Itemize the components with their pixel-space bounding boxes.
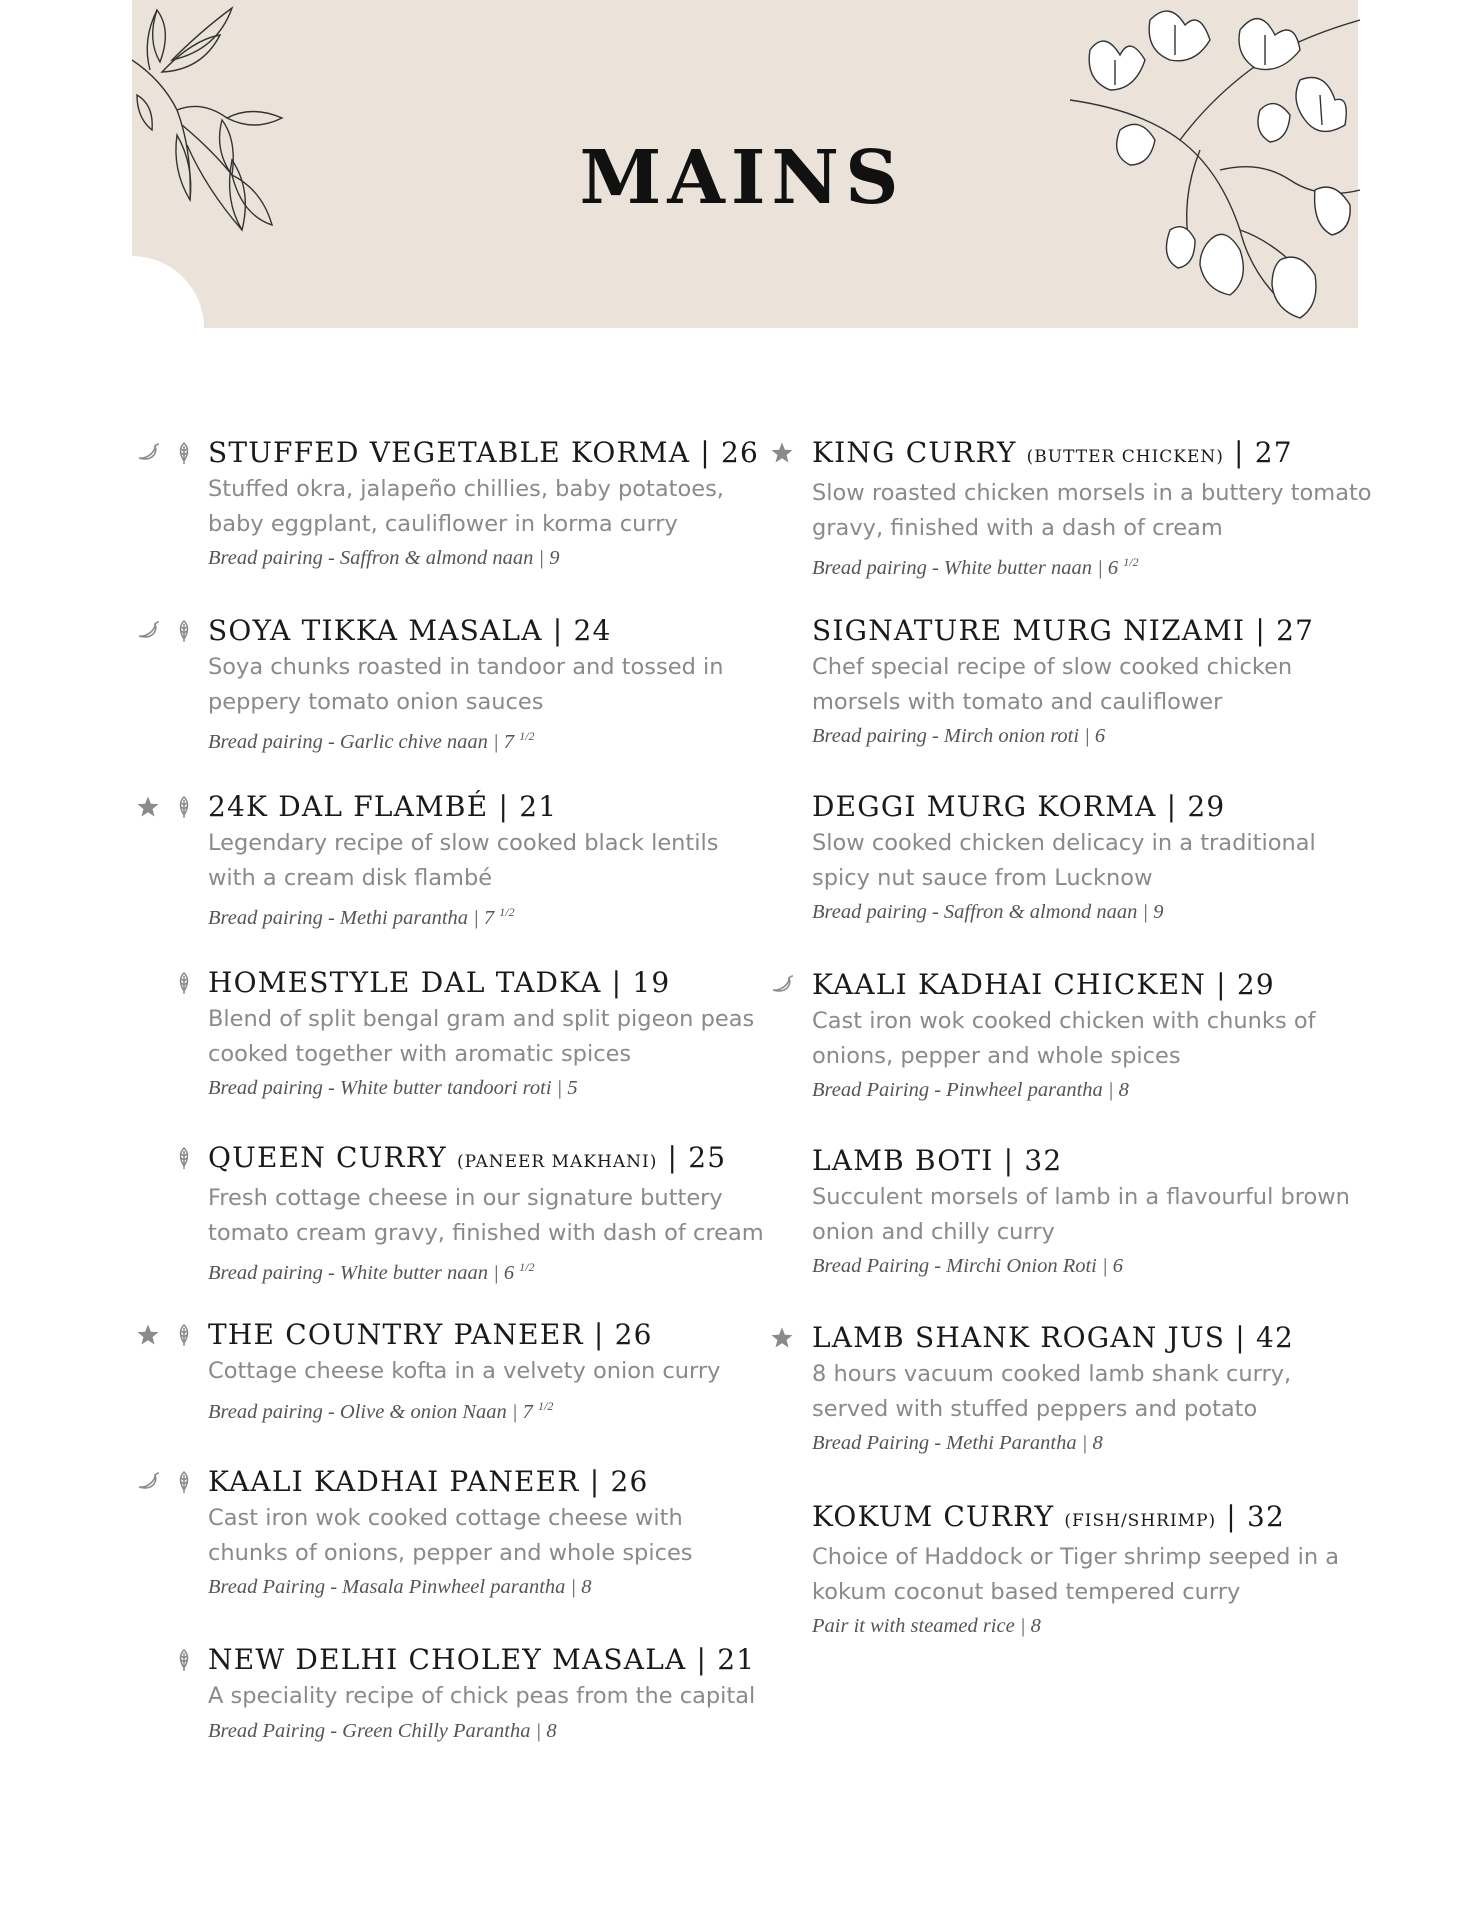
dish-price: 25	[688, 1141, 727, 1174]
dish-price: 19	[632, 966, 671, 999]
dish-title: 24K DAL FLAMBÉ | 21	[208, 790, 558, 823]
bread-pairing	[812, 1428, 1372, 1458]
chilli-icon	[136, 441, 160, 465]
dish-description: 8 hours vacuum cooked lamb shank curry, served with stuffed peppers and potato	[812, 1361, 1292, 1422]
bread-pairing	[812, 1611, 1372, 1641]
bread-pairing	[208, 543, 768, 573]
dish-description: Succulent morsels of lamb in a flavourful brown onion and chilly curry	[812, 1184, 1350, 1245]
menu-item	[208, 436, 768, 573]
dish-title: HOMESTYLE DAL TADKA | 19	[208, 966, 671, 999]
bread-pairing	[812, 547, 1372, 583]
dish-description: Blend of split bengal gram and split pigeon peas cooked together with aromatic spices	[208, 1006, 755, 1067]
dish-price: 21	[519, 790, 558, 823]
dish-description: Legendary recipe of slow cooked black lentils with a cream disk flambé	[208, 830, 719, 891]
bread-pairing	[812, 721, 1372, 751]
dish-price: 26	[720, 436, 760, 469]
dish-name: KAALI KADHAI PANEER	[208, 1465, 580, 1498]
bread-pairing	[812, 897, 1372, 927]
dish-name: NEW DELHI CHOLEY MASALA	[208, 1643, 687, 1676]
bread-pairing	[208, 1716, 768, 1746]
bread-pairing-text: Bread Pairing - Masala Pinwheel parantha | 8	[208, 1576, 592, 1598]
bread-pairing-text: Bread Pairing - Methi Parantha | 8	[812, 1432, 1103, 1454]
bread-pairing-text: Bread pairing - Garlic chive naan | 7	[208, 730, 515, 753]
dish-name: THE COUNTRY PANEER	[208, 1318, 584, 1351]
bread-pairing	[208, 1073, 768, 1103]
dish-title: SIGNATURE MURG NIZAMI | 27	[812, 614, 1315, 647]
bread-pairing	[812, 1075, 1372, 1105]
dish-subtitle: (PANEER MAKHANI)	[456, 1152, 658, 1172]
dish-description: Fresh cottage cheese in our signature buttery tomato cream gravy, finished with dash of cream	[208, 1185, 764, 1246]
vegetarian-leaf-icon	[172, 1146, 196, 1170]
dish-title: LAMB SHANK ROGAN JUS | 42	[812, 1321, 1295, 1354]
dish-description: Chef special recipe of slow cooked chicken morsels with tomato and cauliflower	[812, 654, 1293, 715]
menu-item	[208, 966, 768, 1103]
dish-name: SIGNATURE MURG NIZAMI	[812, 614, 1246, 647]
dish-description: Cast iron wok cooked chicken with chunks of onions, pepper and whole spices	[812, 1008, 1316, 1069]
bread-pairing-text: Bread pairing - White butter naan | 6	[208, 1261, 515, 1284]
dish-title: KING CURRY (BUTTER CHICKEN) | 27	[812, 436, 1293, 469]
dish-price: 21	[717, 1643, 756, 1676]
menu-item	[208, 790, 768, 933]
menu-item	[812, 614, 1372, 751]
bread-pairing-text: Bread Pairing - Green Chilly Parantha | 8	[208, 1719, 557, 1742]
star-icon	[136, 1323, 160, 1347]
bread-pairing-text: Pair it with steamed rice | 8	[812, 1615, 1041, 1637]
chilli-icon	[770, 973, 794, 997]
dish-description: Slow roasted chicken morsels in a buttery tomato gravy, finished with a dash of cream	[812, 480, 1372, 541]
bread-pairing-text: Bread pairing - Methi parantha | 7	[208, 906, 495, 929]
dish-description: Cottage cheese kofta in a velvety onion curry	[208, 1358, 721, 1384]
bread-pairing-text: Bread Pairing - Mirchi Onion Roti | 6	[812, 1255, 1124, 1277]
menu-item	[208, 1465, 768, 1602]
dish-title: LAMB BOTI | 32	[812, 1144, 1063, 1177]
bread-pairing-text: Bread Pairing - Pinwheel parantha | 8	[812, 1079, 1129, 1101]
dish-description: Slow cooked chicken delicacy in a traditional spicy nut sauce from Lucknow	[812, 830, 1316, 891]
bread-pairing	[208, 1252, 768, 1288]
dish-price: 32	[1246, 1500, 1286, 1533]
bread-pairing-text: Bread pairing - Saffron & almond naan | 9	[812, 901, 1164, 923]
dish-title: DEGGI MURG KORMA | 29	[812, 790, 1226, 823]
dish-title: KOKUM CURRY (FISH/SHRIMP) | 32	[812, 1500, 1286, 1533]
menu-item	[208, 1318, 768, 1426]
dish-name: KOKUM CURRY	[812, 1500, 1055, 1533]
bread-pairing-fraction: 1/2	[519, 729, 535, 743]
dish-price: 32	[1024, 1144, 1063, 1177]
menu-item	[812, 436, 1372, 583]
dish-subtitle: (FISH/SHRIMP)	[1064, 1511, 1217, 1531]
bread-pairing-fraction: 1/2	[499, 905, 515, 919]
menu-item	[208, 614, 768, 757]
chilli-icon	[136, 1470, 160, 1494]
dish-price: 24	[573, 614, 612, 647]
dish-name: HOMESTYLE DAL TADKA	[208, 966, 602, 999]
dish-description: Stuffed okra, jalapeño chillies, baby potatoes, baby eggplant, cauliflower in korma curry	[208, 476, 724, 537]
dish-description: Soya chunks roasted in tandoor and tossed in peppery tomato onion sauces	[208, 654, 724, 715]
menu-item	[812, 1500, 1372, 1641]
dish-description: Choice of Haddock or Tiger shrimp seeped in a kokum coconut based tempered curry	[812, 1544, 1340, 1605]
dish-price: 26	[614, 1318, 653, 1351]
bread-pairing-text: Bread pairing - Mirch onion roti | 6	[812, 725, 1106, 747]
menu-item	[812, 1321, 1372, 1458]
dish-price: 27	[1276, 614, 1315, 647]
menu-item	[208, 1141, 768, 1288]
bread-pairing	[208, 721, 768, 757]
dish-name: LAMB BOTI	[812, 1144, 994, 1177]
bread-pairing-fraction: 1/2	[538, 1398, 554, 1413]
dish-name: STUFFED VEGETABLE KORMA	[208, 436, 691, 469]
menu-item	[812, 1144, 1372, 1281]
vegetarian-leaf-icon	[172, 1648, 196, 1672]
vegetarian-leaf-icon	[172, 1323, 196, 1347]
chilli-icon	[136, 619, 160, 643]
dish-title: KAALI KADHAI PANEER | 26	[208, 1465, 649, 1498]
dish-name: LAMB SHANK ROGAN JUS	[812, 1321, 1226, 1354]
vegetarian-leaf-icon	[172, 441, 196, 465]
dish-price: 42	[1255, 1321, 1295, 1354]
star-icon	[136, 795, 160, 819]
vegetarian-leaf-icon	[172, 1470, 196, 1494]
bread-pairing-text: Bread pairing - Olive & onion Naan | 7	[208, 1400, 533, 1423]
vegetarian-leaf-icon	[172, 619, 196, 643]
dish-name: KAALI KADHAI CHICKEN	[812, 968, 1207, 1001]
vegetarian-leaf-icon	[172, 795, 196, 819]
dish-title: THE COUNTRY PANEER | 26	[208, 1318, 653, 1351]
dish-name: SOYA TIKKA MASALA	[208, 614, 543, 647]
dish-description: A speciality recipe of chick peas from the capital	[208, 1683, 756, 1709]
vegetarian-leaf-icon	[172, 971, 196, 995]
dish-title: NEW DELHI CHOLEY MASALA | 21	[208, 1643, 756, 1676]
dish-title: SOYA TIKKA MASALA | 24	[208, 614, 612, 647]
star-icon	[770, 441, 794, 465]
dish-price: 26	[610, 1465, 649, 1498]
dish-title: KAALI KADHAI CHICKEN | 29	[812, 968, 1275, 1001]
star-icon	[770, 1326, 794, 1350]
menu-item	[208, 1643, 768, 1746]
bread-pairing-text: Bread pairing - White butter naan | 6	[812, 556, 1119, 579]
bread-pairing-fraction: 1/2	[519, 1260, 535, 1274]
dish-name: 24K DAL FLAMBÉ	[208, 790, 489, 823]
dish-name: QUEEN CURRY	[208, 1141, 447, 1174]
bread-pairing	[812, 1251, 1372, 1281]
dish-title: STUFFED VEGETABLE KORMA | 26	[208, 436, 760, 469]
dish-description: Cast iron wok cooked cottage cheese with chunks of onions, pepper and whole spices	[208, 1505, 693, 1566]
bread-pairing-text: Bread pairing - Saffron & almond naan | 9	[208, 547, 560, 569]
menu-item	[812, 790, 1372, 927]
bread-pairing	[208, 1391, 768, 1427]
dish-name: DEGGI MURG KORMA	[812, 790, 1157, 823]
dish-price: 29	[1236, 968, 1275, 1001]
bread-pairing	[208, 897, 768, 933]
dish-price: 29	[1187, 790, 1226, 823]
dish-title: QUEEN CURRY (PANEER MAKHANI) | 25	[208, 1141, 727, 1174]
bread-pairing-text: Bread pairing - White butter tandoori roti | 5	[208, 1077, 578, 1099]
dish-subtitle: (BUTTER CHICKEN)	[1026, 447, 1224, 467]
bread-pairing	[208, 1572, 768, 1602]
menu-item	[812, 968, 1372, 1105]
bread-pairing-fraction: 1/2	[1123, 555, 1139, 569]
dish-name: KING CURRY	[812, 436, 1017, 469]
page-title: MAINS	[579, 135, 905, 221]
dish-price: 27	[1254, 436, 1293, 469]
